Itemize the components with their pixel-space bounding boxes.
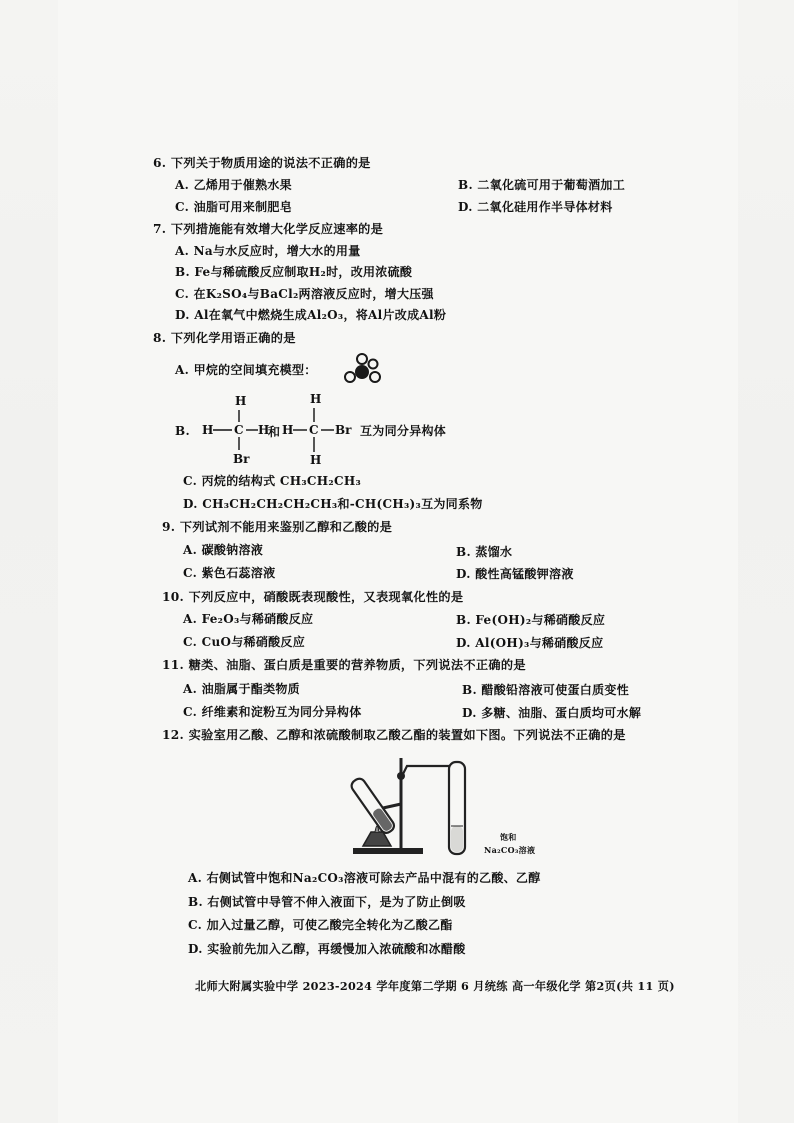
question-10-stem: 10. 下列反应中，硝酸既表现酸性，又表现氧化性的是: [162, 590, 464, 604]
question-7-option-d: D. Al在氧气中燃烧生成Al₂O₃，将Al片改成Al粉: [175, 308, 447, 322]
atom-c: C: [309, 423, 319, 437]
question-9-option-b: B. 蒸馏水: [456, 545, 513, 559]
question-11-option-a: A. 油脂属于酯类物质: [183, 682, 300, 696]
question-6-option-a: A. 乙烯用于催熟水果: [175, 178, 292, 192]
question-7-option-a: A. Na与水反应时，增大水的用量: [175, 244, 361, 258]
question-10-option-d: D. Al(OH)₃与稀硝酸反应: [456, 636, 604, 650]
question-12-option-b: B. 右侧试管中导管不伸入液面下，是为了防止倒吸: [188, 895, 466, 909]
question-12-stem: 12. 实验室用乙酸、乙醇和浓硫酸制取乙酸乙酯的装置如下图。下列说法不正确的是: [162, 728, 626, 742]
atom-br: Br: [335, 423, 352, 437]
question-12-option-c: C. 加入过量乙醇，可使乙酸完全转化为乙酸乙酯: [188, 918, 453, 932]
question-7-option-c: C. 在K₂SO₄与BaCl₂两溶液反应时，增大压强: [175, 287, 434, 301]
question-10-option-a: A. Fe₂O₃与稀硝酸反应: [183, 612, 314, 626]
bond-lines: [290, 406, 340, 454]
question-11-option-c: C. 纤维素和淀粉互为同分异构体: [183, 705, 362, 719]
question-12-option-d: D. 实验前先加入乙醇，再缓慢加入浓硫酸和冰醋酸: [188, 942, 466, 956]
question-8-option-a: A. 甲烷的空间填充模型：: [175, 363, 317, 377]
apparatus-diagram: [345, 748, 495, 863]
question-11-option-b: B. 醋酸铅溶液可使蛋白质变性: [462, 683, 629, 697]
bond-lines: [212, 408, 262, 453]
question-9-option-d: D. 酸性高锰酸钾溶液: [456, 567, 574, 581]
question-6-stem: 6. 下列关于物质用途的说法不正确的是: [153, 156, 371, 170]
atom-h: H: [310, 392, 322, 406]
solution-label-line2: Na₂CO₃溶液: [484, 845, 536, 855]
atom-h: H: [235, 394, 247, 408]
page-footer: 北师大附属实验中学 2023-2024 学年度第二学期 6 月统练 高一年级化学 第2页(共 11 页): [195, 979, 675, 993]
question-6-option-c: C. 油脂可用来制肥皂: [175, 200, 292, 214]
question-9-stem: 9. 下列试剂不能用来鉴别乙醇和乙酸的是: [162, 520, 393, 534]
question-8-option-b-tail: 互为同分异构体: [360, 424, 447, 438]
question-9-option-c: C. 紫色石蕊溶液: [183, 566, 276, 580]
atom-h: H: [282, 423, 294, 437]
question-6-option-b: B. 二氧化硫可用于葡萄酒加工: [458, 178, 625, 192]
methane-model-icon: [340, 350, 390, 386]
atom-h: H: [202, 423, 214, 437]
question-9-option-a: A. 碳酸钠溶液: [183, 543, 264, 557]
atom-br: Br: [233, 452, 250, 466]
question-7-option-b: B. Fe与稀硫酸反应制取H₂时，改用浓硫酸: [175, 265, 413, 279]
atom-h: H: [258, 423, 270, 437]
question-10-option-c: C. CuO与稀硝酸反应: [183, 635, 306, 649]
connector-and: 和: [268, 425, 281, 439]
question-11-option-d: D. 多糖、油脂、蛋白质均可水解: [462, 706, 642, 720]
question-8-stem: 8. 下列化学用语正确的是: [153, 331, 296, 345]
question-6-option-d: D. 二氧化硅用作半导体材料: [458, 200, 613, 214]
question-8-option-b-label: B.: [175, 424, 190, 438]
question-7-stem: 7. 下列措施能有效增大化学反应速率的是: [153, 222, 384, 236]
solution-label-line1: 饱和: [500, 832, 517, 842]
question-12-option-a: A. 右侧试管中饱和Na₂CO₃溶液可除去产品中混有的乙酸、乙醇: [188, 871, 541, 885]
atom-h: H: [310, 453, 322, 467]
atom-c: C: [234, 423, 244, 437]
question-10-option-b: B. Fe(OH)₂与稀硝酸反应: [456, 613, 606, 627]
question-11-stem: 11. 糖类、油脂、蛋白质是重要的营养物质，下列说法不正确的是: [162, 658, 526, 672]
question-8-option-c: C. 丙烷的结构式 CH₃CH₂CH₃: [183, 474, 362, 488]
question-8-option-d: D. CH₃CH₂CH₂CH₂CH₃和-CH(CH₃)₃互为同系物: [183, 497, 483, 511]
